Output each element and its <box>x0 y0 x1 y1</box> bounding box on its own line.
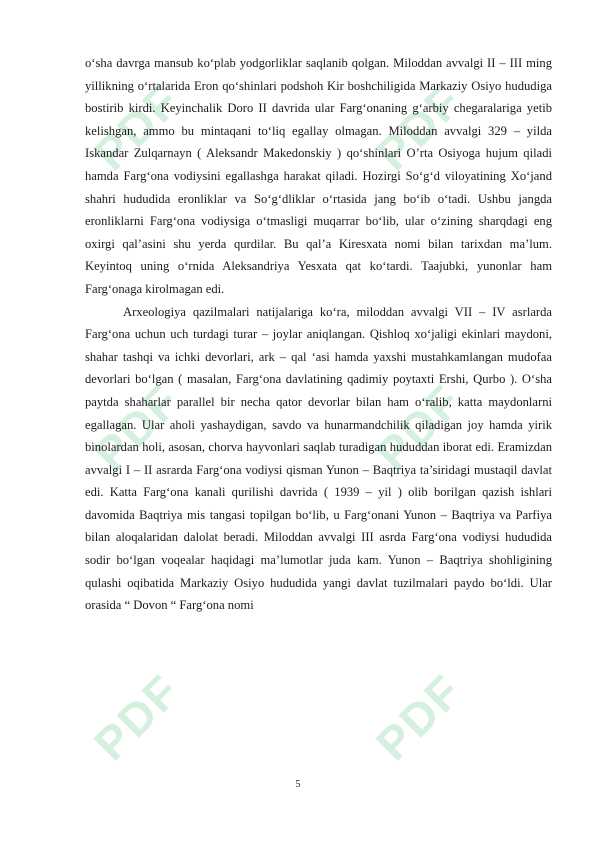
body-text <box>85 52 552 617</box>
watermark-logo <box>83 663 190 770</box>
page-number: 5 <box>295 779 301 790</box>
watermark-text: PDF <box>365 373 473 481</box>
watermark-logo <box>365 663 472 770</box>
watermark-text: PDF <box>365 73 473 181</box>
watermark-text: PDF <box>365 663 473 771</box>
paragraph-1: o‘sha davrga mansub ko‘plab yodgorliklar saqlanib qolgan. Miloddan avvalgi II – III ming yillikning o‘rtalarida Eron qo‘shinlari podshoh Kir boshchiligida Markaziy Osiyo hududiga bostirib kirdi. Keyinchalik Doro II davrida ular Farg‘onaning g‘arbiy chegaralariga yetib kelishgan, ammo bu mintaqani to‘liq egallay olmagan. Miloddan avvalgi 329 – yilda Iskandar Zulqarnayn ( Aleksandr Makedonskiy ) qo‘shinlari O’rta Osiyoga hujum qiladi hamda Farg‘ona vodiysini egallashga harakat qiladi. Hozirgi So‘g‘d viloyatining Xo‘jand shahri hududida eronliklar va So‘g‘dliklar o‘rtasida jang bo‘ib o‘tadi. Ushbu jangda eronliklarni Farg‘ona vodiysiga o‘tmasligi muqarrar bo‘lib, ular o‘zining sharqdagi eng oxirgi qal’asini shu yerda qurdilar. Bu qal’a Kiresxata nomi bilan tarixdan ma’lum. Keyintoq uning o‘rnida Aleksandriya Yesxata qat ko‘tardi. Taajubki, yunonlar ham Farg‘onaga kirolmagan edi. <box>85 56 552 296</box>
watermark-text: PDF <box>83 663 191 771</box>
paragraph-2: Arxeologiya qazilmalari natijalariga ko‘ra, miloddan avvalgi VII – IV asrlarda Farg‘ona uchun uch turdagi turar – joylar aniqlangan. Qishloq xo‘jaligi ekinlari maydoni, shahar tashqi va ichki devorlari, ark – qal ‘asi hamda yaxshi mustahkamlangan mudofaa devorlari bo‘lgan ( masalan, Farg‘ona davlatining qadimiy poytaxti Ershi, Qurbo ). O‘sha paytda shaharlar parallel bir necha qator devorlar bilan ham o‘ralib, katta maydonlarni egallagan. Ular aholi yashaydigan, savdo va hunarmandchilik qiladigan joy hamda yirik binolardan holi, asosan, chorva hayvonlari saqlab turadigan hududdan iborat edi. Eramizdan avvalgi I – II asrarda Farg‘ona vodiysi qisman Yunon – Baqtriya ta’siridagi mustaqil davlat edi. Katta Farg‘ona kanali qurilishi davrida ( 1939 – yil ) olib borilgan qazish ishlari davomida Baqtriya mis tangasi topilgan bo‘lib, u Farg‘onani Yunon – Baqtriya va Parfiya bilan aloqalaridan dalolat beradi. Miloddan avvalgi III asrda Farg‘ona vodiysi hududida sodir bo‘lgan voqealar haqidagi ma’lumotlar juda kam. Yunon – Baqtriya shohligining qulashi oqibatida Markaziy Osiyo hududida yangi davlat tuzilmalari paydo bo‘ldi. Ular orasida “ Dovon “ Farg‘ona nomi <box>85 304 552 613</box>
watermark-text: PDF <box>83 373 191 481</box>
watermark-text: PDF <box>83 73 191 181</box>
